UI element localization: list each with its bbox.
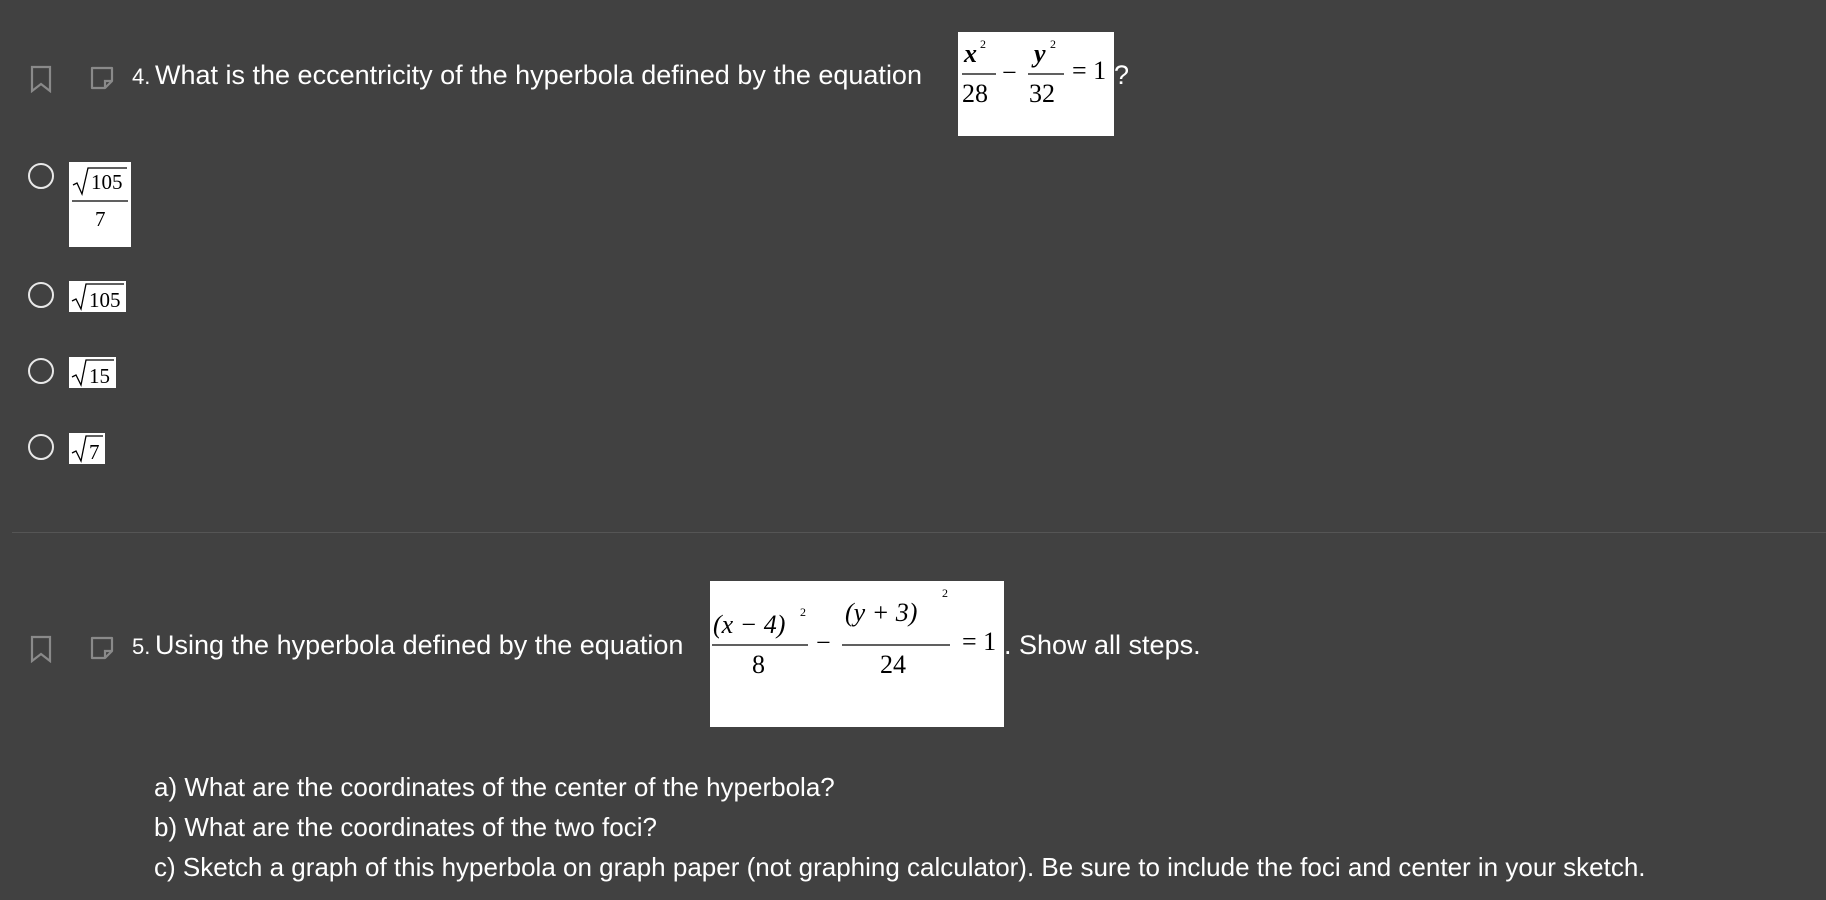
eq-num1: (x − 4) bbox=[713, 610, 786, 639]
question-divider bbox=[12, 532, 1826, 533]
part-b: b) What are the coordinates of the two foci? bbox=[154, 812, 657, 842]
eq-exp1: 2 bbox=[800, 605, 806, 619]
eq-exp2: 2 bbox=[942, 586, 948, 600]
bookmark-icon[interactable] bbox=[29, 65, 53, 93]
option-radio-b[interactable] bbox=[28, 282, 54, 308]
eq-equals: = 1 bbox=[1072, 56, 1107, 85]
question-text: Using the hyperbola defined by the equation bbox=[155, 630, 684, 660]
equation-image bbox=[958, 32, 1114, 136]
eq-den2: 24 bbox=[880, 650, 906, 679]
option-d-image bbox=[69, 433, 105, 464]
eq-op: − bbox=[816, 628, 831, 657]
option-a-denominator: 7 bbox=[95, 207, 106, 231]
question-text: What is the eccentricity of the hyperbola defined by the equation bbox=[155, 60, 922, 90]
option-radio-a[interactable] bbox=[28, 163, 54, 189]
option-radio-c[interactable] bbox=[28, 358, 54, 384]
eq-den1: 28 bbox=[962, 79, 988, 108]
eq-den1: 8 bbox=[752, 650, 765, 679]
question-end: ? bbox=[1114, 60, 1130, 90]
question-number: 4. bbox=[132, 64, 151, 89]
eq-op: − bbox=[1002, 58, 1017, 87]
option-b-image bbox=[69, 281, 126, 312]
option-a-radicand: 105 bbox=[91, 170, 123, 194]
question-end: . Show all steps. bbox=[1004, 630, 1201, 660]
eq-num2: y bbox=[1034, 39, 1046, 68]
eq-num2: (y + 3) bbox=[845, 598, 918, 627]
bookmark-icon[interactable] bbox=[29, 635, 53, 663]
option-b-radicand: 105 bbox=[89, 288, 121, 312]
eq-den2: 32 bbox=[1029, 79, 1055, 108]
eq-equals: = 1 bbox=[962, 627, 997, 656]
note-icon[interactable] bbox=[90, 636, 114, 660]
question-number: 5. bbox=[132, 634, 151, 659]
option-radio-d[interactable] bbox=[28, 434, 54, 460]
option-a-image bbox=[69, 162, 131, 247]
option-c-image bbox=[69, 357, 116, 388]
note-icon[interactable] bbox=[90, 66, 114, 90]
option-d-radicand: 7 bbox=[89, 440, 100, 464]
eq-num1: x bbox=[964, 39, 977, 68]
eq-exp1: 2 bbox=[980, 37, 986, 51]
equation-image bbox=[710, 581, 1004, 727]
option-c-radicand: 15 bbox=[89, 364, 110, 388]
eq-exp2: 2 bbox=[1050, 37, 1056, 51]
part-c: c) Sketch a graph of this hyperbola on graph paper (not graphing calculator). Be sure to include the foci and center in your sketch. bbox=[154, 852, 1646, 882]
part-a: a) What are the coordinates of the center of the hyperbola? bbox=[154, 772, 835, 802]
